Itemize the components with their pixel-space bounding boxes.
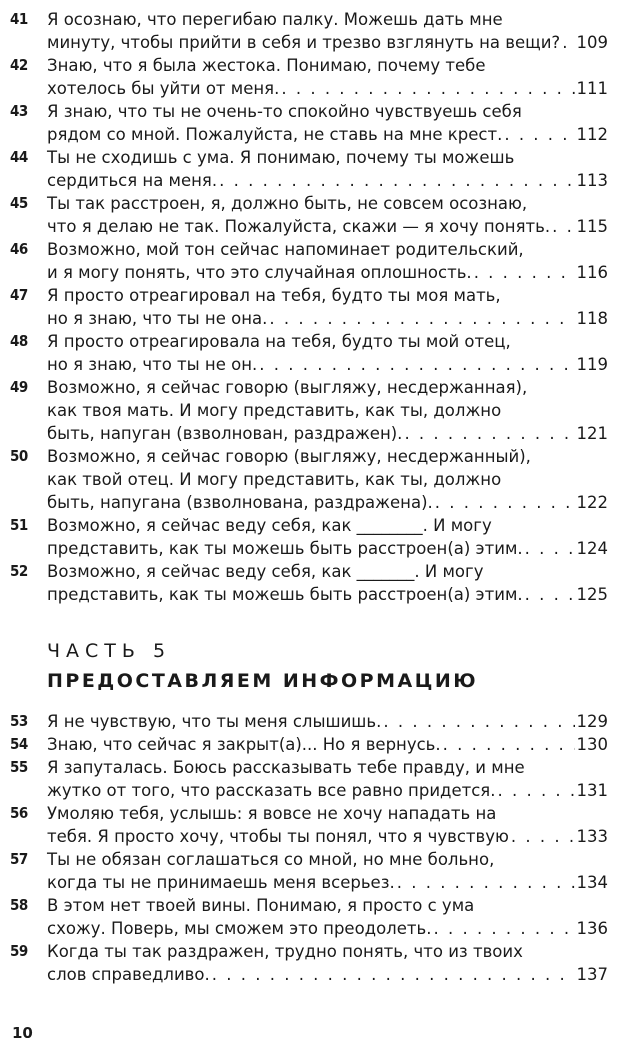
entry-text-line: Я просто отреагировал на тебя, будто ты моя мать, — [47, 286, 501, 305]
toc-entry-41[interactable] — [0, 8, 620, 54]
entry-number: 52 — [10, 562, 28, 580]
entry-text-line: В этом нет твоей вины. Понимаю, я просто с ума — [47, 896, 475, 915]
page-number: 119 — [576, 355, 608, 374]
entry-text-line: Я осознаю, что перегибаю палку. Можешь дать мне — [47, 10, 503, 29]
entry-text-line: представить, как ты можешь быть расстроен(а) этим. — [47, 585, 523, 604]
dot-leader — [269, 307, 574, 330]
page-number: 112 — [576, 125, 608, 144]
entry-number: 42 — [10, 56, 28, 74]
dot-leader — [562, 31, 574, 54]
entry-text-line: схожу. Поверь, мы сможем это преодолеть. — [47, 919, 432, 938]
dot-leader — [281, 77, 574, 100]
page-number: 121 — [576, 424, 608, 443]
toc-entry-42[interactable] — [0, 54, 620, 100]
entry-number: 41 — [10, 10, 28, 28]
page-number: 133 — [576, 827, 608, 846]
page-number: 109 — [576, 33, 608, 52]
entry-text-line: Ты не сходишь с ума. Я понимаю, почему ты можешь — [47, 148, 515, 167]
page-number: 115 — [576, 217, 608, 236]
page-number: 136 — [576, 919, 608, 938]
entry-text-line: Знаю, что сейчас я закрыт(а)... Но я вернусь. — [47, 735, 441, 754]
entry-text-line: Возможно, я сейчас веду себя, как ________. И могу — [47, 516, 492, 535]
dot-leader — [435, 491, 575, 514]
entry-text-line: Возможно, я сейчас говорю (выгляжу, несдержанная), — [47, 378, 528, 397]
toc-entry-50[interactable] — [0, 445, 620, 514]
page-number: 131 — [576, 781, 608, 800]
entry-text-line: Я запуталась. Боюсь рассказывать тебе правду, и мне — [47, 758, 525, 777]
toc-entry-52[interactable] — [0, 560, 620, 606]
toc-list-part5 — [0, 710, 620, 986]
dot-leader — [552, 215, 574, 238]
page-number: 134 — [576, 873, 608, 892]
entry-text-line: но я знаю, что ты не она. — [47, 309, 268, 328]
entry-text-line: тебя. Я просто хочу, чтобы ты понял, что я чувствую — [47, 827, 509, 846]
page-number: 113 — [576, 171, 608, 190]
toc-entry-55[interactable] — [0, 756, 620, 802]
toc-entry-54[interactable] — [0, 733, 620, 756]
dot-leader — [433, 917, 574, 940]
dot-leader — [212, 963, 575, 986]
entry-text-line: но я знаю, что ты не он. — [47, 355, 258, 374]
entry-text-line: Возможно, мой тон сейчас напоминает родительский, — [47, 240, 524, 259]
toc-entry-58[interactable] — [0, 894, 620, 940]
entry-text-line: как твой отец. И могу представить, как ты, должно — [47, 470, 502, 489]
toc-entry-59[interactable] — [0, 940, 620, 986]
dot-leader — [259, 353, 574, 376]
entry-number: 57 — [10, 850, 28, 868]
toc-entry-43[interactable] — [0, 100, 620, 146]
toc-entry-45[interactable] — [0, 192, 620, 238]
toc-entry-44[interactable] — [0, 146, 620, 192]
entry-text-line: представить, как ты можешь быть расстроен(а) этим. — [47, 539, 523, 558]
entry-number: 43 — [10, 102, 28, 120]
dot-leader — [219, 169, 574, 192]
entry-text-line: быть, напугана (взволнована, раздражена). — [47, 493, 433, 512]
dot-leader — [443, 733, 575, 756]
entry-text-line: Ты так расстроен, я, должно быть, не совсем осознаю, — [47, 194, 528, 213]
entry-number: 55 — [10, 758, 28, 776]
entry-number: 51 — [10, 516, 28, 534]
toc-entry-57[interactable] — [0, 848, 620, 894]
dot-leader — [511, 825, 575, 848]
entry-number: 59 — [10, 942, 28, 960]
entry-number: 58 — [10, 896, 28, 914]
page-folio-number: 10 — [12, 1024, 33, 1042]
toc-entry-46[interactable] — [0, 238, 620, 284]
entry-text-line: жутко от того, что рассказать все равно придется. — [47, 781, 496, 800]
page-number: 130 — [576, 735, 608, 754]
toc-entry-47[interactable] — [0, 284, 620, 330]
entry-text-line: сердиться на меня. — [47, 171, 218, 190]
entry-text-line: и я могу понять, что это случайная оплошность. — [47, 263, 472, 282]
page-number: 116 — [576, 263, 608, 282]
dot-leader — [397, 871, 575, 894]
entry-text-line: Я не чувствую, что ты меня слышишь. — [47, 712, 382, 731]
page-number: 118 — [576, 309, 608, 328]
dot-leader — [525, 583, 575, 606]
part-label: ЧАСТЬ 5 — [47, 640, 172, 662]
toc-entry-53[interactable] — [0, 710, 620, 733]
entry-text-line: быть, напуган (взволнован, раздражен). — [47, 424, 403, 443]
entry-number: 50 — [10, 447, 28, 465]
dot-leader — [504, 123, 574, 146]
entry-text-line: слов справедливо. — [47, 965, 210, 984]
page-number: 122 — [576, 493, 608, 512]
entry-text-line: когда ты не принимаешь меня всерьез. — [47, 873, 395, 892]
entry-number: 49 — [10, 378, 28, 396]
entry-text-line: Я просто отреагировала на тебя, будто ты мой отец, — [47, 332, 511, 351]
entry-number: 46 — [10, 240, 28, 258]
entry-text-line: Ты не обязан соглашаться со мной, но мне больно, — [47, 850, 495, 869]
toc-list-part4-continued — [0, 8, 620, 606]
entry-text-line: Возможно, я сейчас говорю (выгляжу, несдержанный), — [47, 447, 531, 466]
dot-leader — [474, 261, 575, 284]
page-number: 129 — [576, 712, 608, 731]
entry-number: 53 — [10, 712, 28, 730]
entry-text-line: Я знаю, что ты не очень-то спокойно чувствуешь себя — [47, 102, 522, 121]
entry-text-line: Умоляю тебя, услышь: я вовсе не хочу нападать на — [47, 804, 497, 823]
part-title: ПРЕДОСТАВЛЯЕМ ИНФОРМАЦИЮ — [47, 670, 479, 692]
entry-text-line: что я делаю не так. Пожалуйста, скажи — я хочу понять. — [47, 217, 551, 236]
toc-entry-48[interactable] — [0, 330, 620, 376]
entry-text-line: хотелось бы уйти от меня. — [47, 79, 280, 98]
page-number: 111 — [576, 79, 608, 98]
toc-entry-49[interactable] — [0, 376, 620, 445]
entry-text-line: как твоя мать. И могу представить, как ты, должно — [47, 401, 502, 420]
entry-number: 56 — [10, 804, 28, 822]
entry-text-line: Когда ты так раздражен, трудно понять, что из твоих — [47, 942, 523, 961]
toc-entry-51[interactable] — [0, 514, 620, 560]
dot-leader — [497, 779, 574, 802]
page-number: 124 — [576, 539, 608, 558]
entry-number: 54 — [10, 735, 28, 753]
page-number: 125 — [576, 585, 608, 604]
entry-number: 44 — [10, 148, 28, 166]
entry-number: 47 — [10, 286, 28, 304]
entry-text-line: рядом со мной. Пожалуйста, не ставь на мне крест. — [47, 125, 503, 144]
entry-number: 48 — [10, 332, 28, 350]
page-number: 137 — [576, 965, 608, 984]
dot-leader — [404, 422, 574, 445]
dot-leader — [383, 710, 574, 733]
entry-text-line: минуту, чтобы прийти в себя и трезво взглянуть на вещи? — [47, 33, 561, 52]
entry-text-line: Возможно, я сейчас веду себя, как _______. И могу — [47, 562, 484, 581]
dot-leader — [525, 537, 575, 560]
entry-text-line: Знаю, что я была жестока. Понимаю, почему тебе — [47, 56, 486, 75]
toc-entry-56[interactable] — [0, 802, 620, 848]
entry-number: 45 — [10, 194, 28, 212]
